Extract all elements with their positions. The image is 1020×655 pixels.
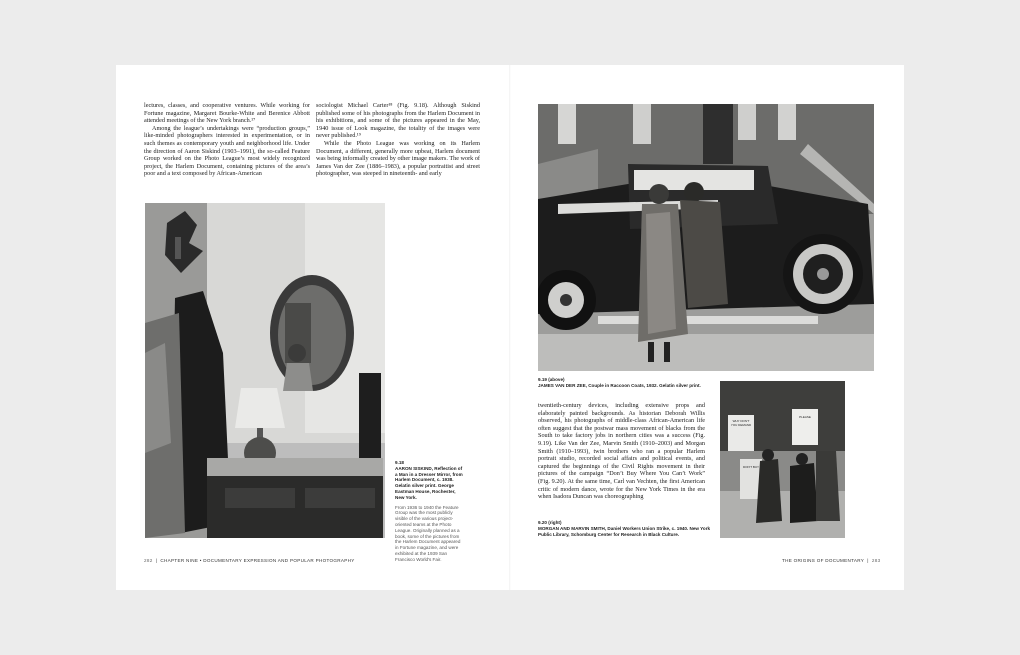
book-spread (116, 65, 904, 590)
caption-fig-919 (538, 377, 738, 389)
sign-text: WHY DON'T YOU DEMAND (730, 419, 752, 427)
photo-smith-strike (720, 381, 845, 538)
left-folio: 282 | CHAPTER NINE • DOCUMENTARY EXPRESSION AND POPULAR PHOTOGRAPHY (144, 558, 355, 563)
photo-siskind-mirror (145, 203, 385, 538)
caption-fig-920 (538, 520, 718, 537)
caption-fig-918 (395, 460, 463, 563)
body-paragraph: lectures, classes, and cooperative ventures. While working for Fortune magazine, Margaret Bourke-White and Berenice Abbott attended meetings of the New York branch.¹⁷ (144, 102, 310, 125)
photo-vanderzee-couple (538, 104, 874, 371)
body-paragraph: twentieth-century devices, including extensive props and elaborately painted backgrounds. As historian Deborah Willis observed, his photographs of middle-class African-American life often suggest that the postwar mass movement of blacks from the South to take factory jobs in northern cities was a success (Fig. 9.19). Like Van der Zee, Marvin Smith (1910–2003) and Morgan Smith (1910–1993), twin brothers who ran a popular Harlem portrait studio, recorded social affairs and political events, and captured the beginnings of the Civil Rights movement in their pictures of the campaign “Don’t Buy Where You Can’t Work” (Fig. 9.20). At the same time, Carl van Vechten, the first American critic of modern dance, wrote for the New York Times in the era when Isadora Duncan was choreographing (538, 402, 705, 501)
caption-note: From 1936 to 1940 the Feature Group was the most publicly visible of the various project-oriented teams at the Photo League. Originally planned as a book, some of the pictures from the Harlem Document appeared in Fortune magazine, and were exhibited at the 1939 San Francisco World's Fair. (395, 504, 461, 562)
caption-number: 9.20 (right) (538, 520, 562, 525)
page-number: 283 (871, 558, 881, 563)
running-head: CHAPTER NINE • DOCUMENTARY EXPRESSION AND POPULAR PHOTOGRAPHY (160, 558, 355, 563)
book-gutter (509, 65, 511, 590)
sign-text: PLEASE (799, 415, 811, 419)
body-paragraph: Among the league’s undertakings were “production groups,” like-minded photographers interested in experimentation, or in such themes as contemporary youth and neighborhood life. Under the direction of Aaron Siskind (1903–1991), the so-called Feature Group worked on the Photo League’s most widely recognized project, the Harlem Document, containing pictures of the area’s poor and a text composed by African-American (144, 124, 310, 178)
sign-text: DON'T BUY (742, 465, 760, 469)
left-column-2 (316, 102, 480, 178)
right-column (538, 402, 705, 501)
caption-title: MORGAN AND MARVIN SMITH, Daniel Workers Union Strike, c. 1940. New York Public Library, Schomburg Center for Research in Black Culture. (538, 525, 711, 537)
body-paragraph: sociologist Michael Carter¹⁸ (Fig. 9.18). Although Siskind published some of his photographs from the Harlem Document in his exhibitions, and some of the pictures appeared in the May, 1940 issue of Look magazine, the totality of the images were never published.¹⁹ (316, 102, 480, 140)
running-head: THE ORIGINS OF DOCUMENTARY (782, 558, 865, 563)
page-number: 282 (144, 558, 153, 563)
caption-number: 9.19 (above) (538, 377, 565, 382)
caption-number: 9.18 (395, 460, 404, 465)
caption-title: AARON SISKIND, Reflection of a Man in a Dresser Mirror, from Harlem Document, c. 1938. Gelatin silver print. George Eastman House, Rochester, New York. (395, 465, 463, 500)
left-column-1 (144, 102, 310, 178)
right-folio: THE ORIGINS OF DOCUMENTARY | 283 (782, 558, 881, 563)
caption-title: JAMES VAN DER ZEE, Couple in Raccoon Coats, 1932. Gelatin silver print. (538, 382, 701, 388)
body-paragraph: While the Photo League was working on its Harlem Document, a different, generally more upbeat, Harlem document was being informally created by other image makers. The work of James Van der Zee (1886–1983), a popular portraitist and street photographer, was steeped in nineteenth- and early (316, 139, 480, 178)
